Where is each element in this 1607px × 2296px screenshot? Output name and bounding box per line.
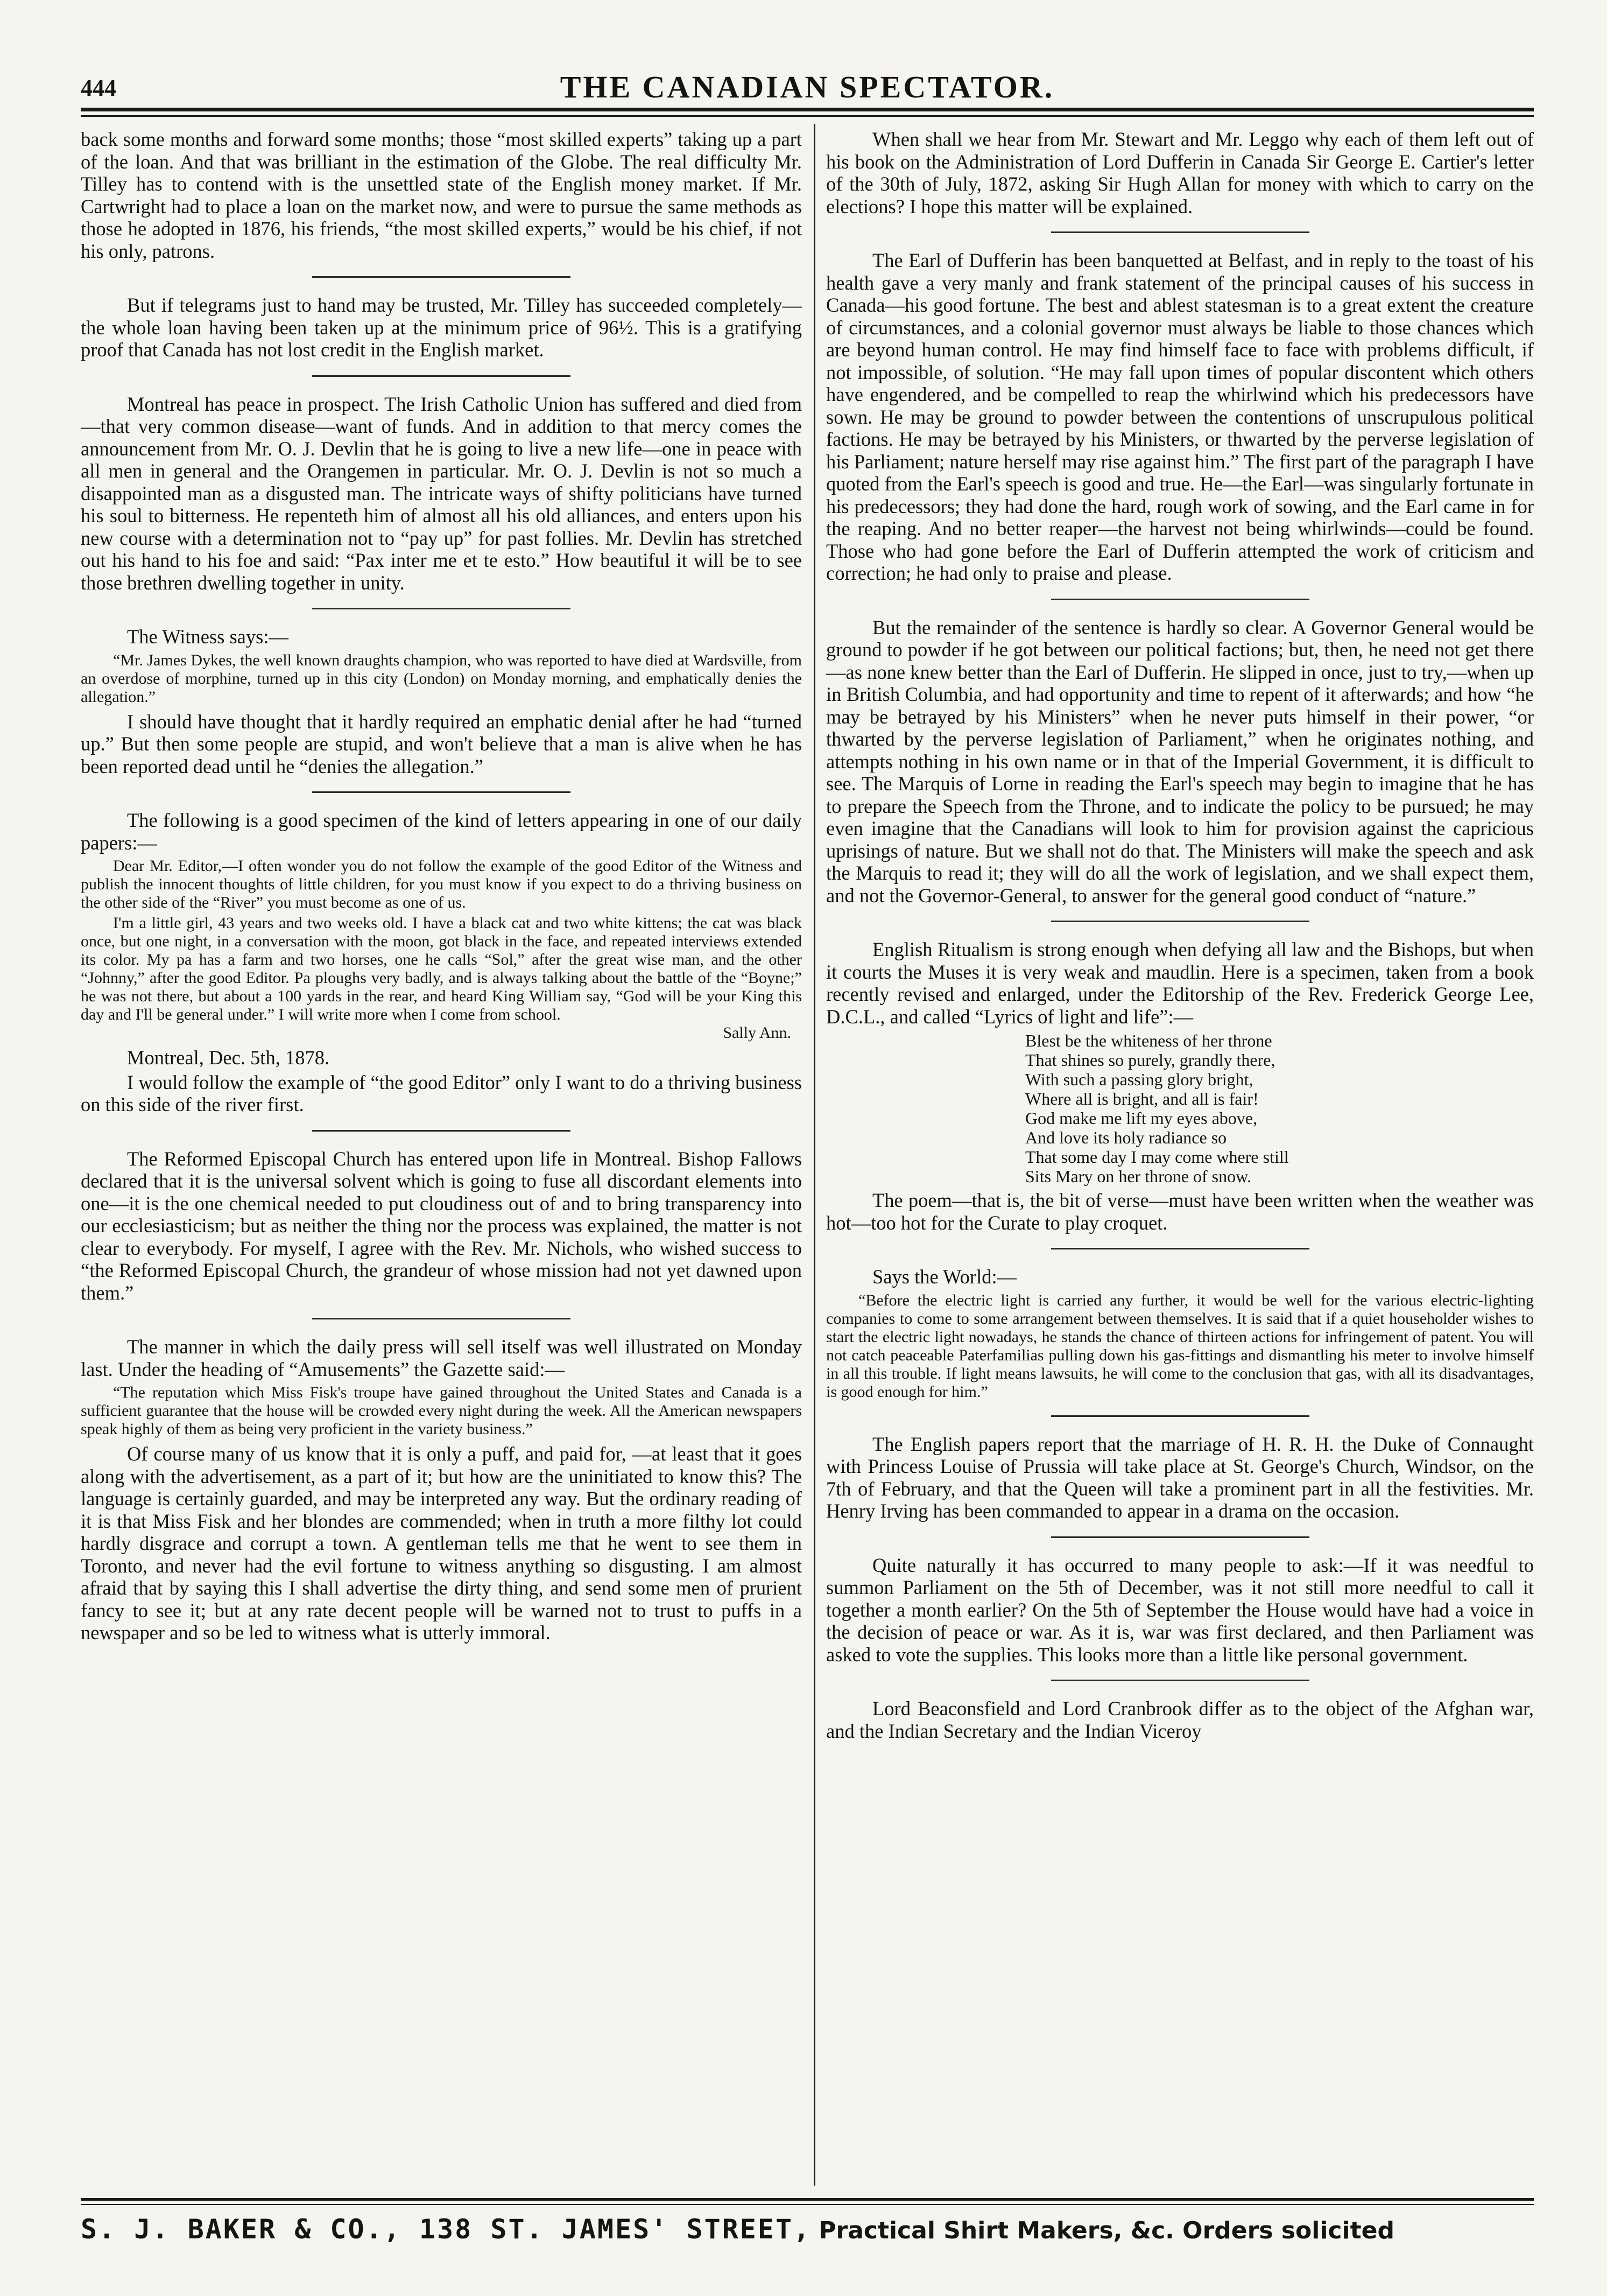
poem-line: With such a passing glory bright, bbox=[1025, 1070, 1253, 1089]
paragraph: Lord Beaconsfield and Lord Cranbrook differ as to the object of the Afghan war, and the Indian Secretary and the Indian Viceroy bbox=[826, 1697, 1534, 1742]
quote-text: “Before the electric light is carried any further, it would be well for the various electric-lighting companies to come to some arrangement between themselves. It is said that if a quiet householder wishes to start the electric light nowadays, he stands the chance of thirteen actions for infringement of patent. You will not catch peaceable Paterfamilias pulling down his gas-fittings and dismantling his meter to involve himself in all this trouble. If light means lawsuits, he will come to the conclusion that gas, with all its disadvantages, is good enough for him.” bbox=[826, 1291, 1534, 1401]
paragraph: English Ritualism is strong enough when defying all law and the Bishops, but when it courts the Muses it is very weak and maudlin. Here is a specimen, taken from a book recently revised and enlarged, under the Editorship of the Rev. Frederick George Lee, D.C.L., and called “Lyrics of light and life”:— bbox=[826, 938, 1534, 1028]
paragraph: The poem—that is, the bit of verse—must have been written when the weather was hot—too hot for the Curate to play croquet. bbox=[826, 1189, 1534, 1234]
paragraph: But the remainder of the sentence is hardly so clear. A Governor General would be ground to powder if he got between our political factions; but, then, he need not get there—as none knew better than the Earl of Dufferin. He slipped in once, just to try,—when up in British Columbia, and had opportunity and time to repent of it afterwards; and how “he may be betrayed by his Ministers” when he never puts himself in their power, “or thwarted by the perverse legislation of Parliament,” when he originates nothing, and attempts nothing in his own name or in that of the Imperial Government, it is difficult to see. The Marquis of Lorne in reading the Earl's speech may begin to imagine that he has to prepare the Speech from the Throne, and to indicate the policy to be pursued; he may even imagine that the Canadians will look to him for provision against the capricious uprisings of nature. But we shall not do that. The Ministers will make the speech and ask the Marquis to read it; they will do all the work of legislation, and we shall expect them, and not the Governor-General, to answer for the general good conduct of “nature.” bbox=[826, 616, 1534, 907]
letter-dateline: Montreal, Dec. 5th, 1878. bbox=[127, 1047, 330, 1069]
paragraph: When shall we hear from Mr. Stewart and Mr. Leggo why each of them left out of his book on the Administration of Lord Dufferin in Canada Sir George E. Cartier's letter of the 30th of July, 1872, asking Sir Hugh Allan for money with which to carry on the elections? I hope this matter will be explained. bbox=[826, 128, 1534, 217]
paragraph: But if telegrams just to hand may be trusted, Mr. Tilley has succeeded completely—the whole loan having been taken up at the minimum price of 96½. This is a gratifying proof that Canada has not lost credit in the English market. bbox=[81, 294, 802, 361]
paragraph: The Reformed Episcopal Church has entered upon life in Montreal. Bishop Fallows declared that it is the universal solvent which is going to fuse all discordant elements into one—it is the one chemical needed to put cloudiness out of and to bring transparency into our ecclesiasticism; but as neither the thing nor the process was explained, the matter is not clear to everybody. For myself, I agree with the Rev. Mr. Nichols, who wished success to “the Reformed Episcopal Church, the grandeur of whose mission had not yet dawned upon them.” bbox=[81, 1147, 802, 1304]
masthead: THE CANADIAN SPECTATOR. bbox=[560, 69, 1055, 104]
paragraph: Of course many of us know that it is only a puff, and paid for, —at least that it goes along with the advertisement, as a part of it; but how are the uninitiated to know this? The language is certainly guarded, and may be interpreted any way. But the ordinary reading of it is that Miss Fisk and her blondes are commended; when in truth a more filthy lot could hardly disgrace and corrupt a town. A gentleman tells me that he went to see them in Toronto, and never had the evil fortune to witness anything so disgusting. I am almost afraid that by saying this I shall advertise the dirty thing, and send some men of prurient fancy to see it; but at any rate decent people will be warned not to trust to puffs in a newspaper and so be led to witness what is utterly immoral. bbox=[81, 1443, 802, 1644]
article-connaught bbox=[826, 1433, 1534, 1522]
right-column bbox=[826, 128, 1534, 2190]
paragraph: I would follow the example of “the good Editor” only I want to do a thriving business on this side of the river first. bbox=[81, 1071, 802, 1115]
block-quote bbox=[81, 651, 802, 706]
poem-line: Blest be the whiteness of her throne bbox=[1025, 1031, 1272, 1050]
paragraph: The following is a good specimen of the kind of letters appearing in one of our daily papers:— bbox=[81, 809, 802, 854]
section-divider bbox=[312, 375, 570, 377]
paragraph: The Witness says:— bbox=[127, 626, 288, 648]
block-quote bbox=[81, 1384, 802, 1438]
poem-line: Sits Mary on her throne of snow. bbox=[1025, 1167, 1252, 1186]
section-divider bbox=[312, 791, 570, 793]
advertiser-name: S. J. BAKER & CO., 138 ST. JAMES' STREET, bbox=[81, 2214, 812, 2245]
paragraph: I should have thought that it hardly required an emphatic denial after he had “turned up.” But then some people are stupid, and won't believe that a man is alive when he has been reported dead until he “denies the allegation.” bbox=[81, 710, 802, 777]
section-divider bbox=[1051, 921, 1309, 922]
poem bbox=[1025, 1031, 1534, 1186]
article-parliament bbox=[826, 1554, 1534, 1666]
section-divider bbox=[1051, 1415, 1309, 1417]
section-divider bbox=[1051, 1680, 1309, 1681]
article-devlin bbox=[81, 393, 802, 594]
poem-line: That some day I may come where still bbox=[1025, 1147, 1289, 1167]
page-header bbox=[81, 65, 1534, 108]
article-letter bbox=[81, 809, 802, 1116]
article-ritualism bbox=[826, 938, 1534, 1234]
section-divider bbox=[1051, 231, 1309, 233]
paragraph: The manner in which the daily press will sell itself was well illustrated on Monday last. Under the heading of “Amusements” the Gazette said:— bbox=[81, 1336, 802, 1380]
paragraph: Says the World:— bbox=[872, 1266, 1017, 1288]
paragraph: The Earl of Dufferin has been banquetted at Belfast, and in reply to the toast of his health gave a very manly and frank statement of the principal causes of his success in Canada—his good fortune. The best and ablest statesman is to a great extent the creature of circumstances, and a colonial governor must always be liable to those chances which are beyond human control. He may find himself face to face with problems difficult, if not impossible, of solution. “He may fall upon times of popular discontent which others have engendered, and be compelled to reap the whirlwind which his predecessors have sown. He may be ground to powder between the contentions of unscrupulous political factions. He may be betrayed by his Ministers, or thwarted by the perverse legislation of his Parliament; nature herself may rise against him.” The first part of the paragraph I have quoted from the Earl's speech is good and true. He—the Earl—was singularly fortunate in his predecessors; they had done the hard, rough work of sowing, and the Earl came in for the reaping. And no better reaper—the harvest not being whirlwinds—could be found. Those who had gone before the Earl of Dufferin attempted the work of criticism and correction; he had only to praise and please. bbox=[826, 249, 1534, 584]
article-daily-press bbox=[81, 1336, 802, 1644]
article-witness bbox=[81, 626, 802, 777]
article-reformed-church bbox=[81, 1148, 802, 1304]
quote-text: “Mr. James Dykes, the well known draughts champion, who was reported to have died at Wardsville, from an overdose of morphine, turned up in this city (London) on Monday morning, and emphatically denies the allegation.” bbox=[81, 651, 802, 706]
section-divider bbox=[1051, 1248, 1309, 1249]
section-divider bbox=[312, 608, 570, 609]
article-beaconsfield bbox=[826, 1697, 1534, 1742]
section-divider bbox=[312, 276, 570, 278]
poem-line: Where all is bright, and all is fair! bbox=[1025, 1089, 1259, 1108]
section-divider bbox=[1051, 1536, 1309, 1538]
article-loan-telegram bbox=[81, 294, 802, 361]
left-column bbox=[81, 128, 802, 2190]
column-separator bbox=[814, 124, 815, 2186]
paragraph: The English papers report that the marriage of H. R. H. the Duke of Connaught with Princess Louise of Prussia will take place at St. George's Church, Windsor, on the 7th of February, and that the Queen will take a prominent part in all the festivities. Mr. Henry Irving has been commanded to appear in a drama on the occasion. bbox=[826, 1433, 1534, 1522]
article-dufferin bbox=[826, 249, 1534, 585]
poem-line: And love its holy radiance so bbox=[1025, 1128, 1227, 1147]
footer-rule-thin bbox=[81, 2204, 1534, 2205]
advertisement-footer bbox=[81, 2214, 1534, 2251]
section-divider bbox=[312, 1318, 570, 1319]
article-dufferin-cont bbox=[826, 616, 1534, 907]
paragraph: back some months and forward some months; those “most skilled experts” taking up a part of the loan. And that was brilliant in the estimation of the Globe. The real difficulty Mr. Tilley has to contend with is the unsettled state of the English money market. If Mr. Cartwright had to place a loan on the market now, and were to pursue the same methods as those he adopted in 1876, his friends, “the most skilled experts,” would be his chief, if not his only, patrons. bbox=[81, 128, 802, 262]
letter-signature: Sally Ann. bbox=[723, 1024, 791, 1042]
quote-text: I'm a little girl, 43 years and two weeks old. I have a black cat and two white kittens; the cat was black once, but one night, in a conversation with the moon, got black in the face, and repeated interviews extended its color. My pa has a farm and two horses, one he calls “Sol,” after the great wise man, and the other “Johnny,” after the good Editor. Pa ploughs very badly, and is always talking about the battle of the “Boyne;” he was not there, but about a 100 yards in the rear, and heard King William say, “God will be your King this day and I'll be general under.” I will write more when I come from school. bbox=[81, 914, 802, 1023]
header-rule bbox=[81, 108, 1534, 111]
poem-line: That shines so purely, grandly there, bbox=[1025, 1050, 1275, 1070]
article-stewart-leggo bbox=[826, 128, 1534, 217]
article-world bbox=[826, 1266, 1534, 1401]
footer-rule bbox=[81, 2198, 1534, 2201]
block-quote bbox=[826, 1291, 1534, 1401]
poem-line: God make me lift my eyes above, bbox=[1025, 1108, 1257, 1128]
header-rule-thin bbox=[81, 115, 1534, 117]
quote-text: Dear Mr. Editor,—I often wonder you do not follow the example of the good Editor of the Witness and publish the innocent thoughts of little children, for you must know if you expect to do a thriving business on the other side of the “River” you must become as one of us. bbox=[81, 857, 802, 911]
quote-text: “The reputation which Miss Fisk's troupe have gained throughout the United States and Canada is a sufficient guarantee that the house will be crowded every night during the week. All the American newspapers speak highly of them as being very proficient in the variety business.” bbox=[81, 1384, 802, 1438]
section-divider bbox=[312, 1130, 570, 1132]
advertisement-tagline: Practical Shirt Makers, &c. Orders solicited bbox=[819, 2217, 1394, 2244]
page-number: 444 bbox=[81, 75, 116, 101]
letter-quote bbox=[81, 857, 802, 1042]
paragraph: Montreal has peace in prospect. The Irish Catholic Union has suffered and died from—that very common disease—want of funds. And in addition to that mercy comes the announcement from Mr. O. J. Devlin that he is going to live a new life—one in peace with all men in general and the Orangemen in particular. Mr. O. J. Devlin is not so much a disappointed man as a disgusted man. The intricate ways of shifty politicians have turned his soul to bitterness. He repenteth him of almost all his old alliances, and enters upon his new course with a determination not to “pay up” for past follies. Mr. Devlin has stretched out his hand to his foe and said: “Pax inter me et te esto.” How beautiful it will be to see those brethren dwelling together in unity. bbox=[81, 392, 802, 594]
paragraph: Quite naturally it has occurred to many people to ask:—If it was needful to summon Parliament on the 5th of December, was it not still more needful to call it together a month earlier? On the 5th of September the House would have had a voice in the decision of peace or war. As it is, war was first declared, and then Parliament was asked to vote the supplies. This looks more than a little like personal government. bbox=[826, 1554, 1534, 1666]
section-divider bbox=[1051, 599, 1309, 600]
article-loan bbox=[81, 128, 802, 262]
